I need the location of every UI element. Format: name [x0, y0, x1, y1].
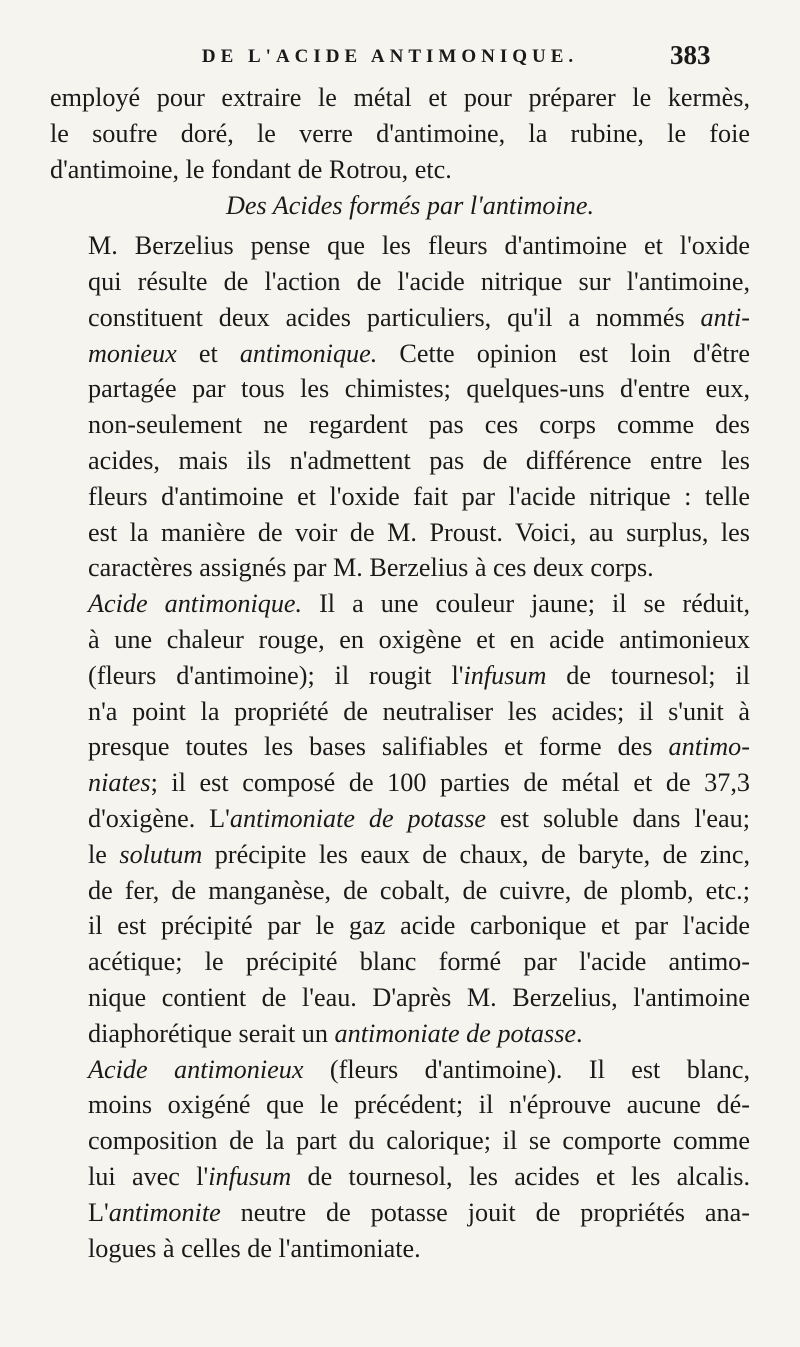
- text-line: est la manière de voir de M. Proust. Voici, au surplus, les: [88, 517, 750, 547]
- text-line: [50, 801, 750, 837]
- italic-term: antimoniate de potasse: [334, 1018, 577, 1048]
- text-line: M. Berzelius pense que les fleurs d'antimoine et l'oxide: [88, 231, 750, 261]
- italic-term: anti-: [700, 302, 750, 332]
- italic-term: antimonique.: [239, 338, 378, 368]
- text-line: [50, 300, 750, 336]
- text-run: Il a une couleur jaune; il se réduit,: [302, 589, 751, 619]
- page-number: 383: [670, 40, 711, 70]
- text-run: lui avec l': [88, 1161, 209, 1191]
- text-run: presque toutes les bases salifiables et forme des: [88, 732, 669, 762]
- text-line: partagée par tous les chimistes; quelques-uns d'entre eux,: [88, 374, 750, 404]
- text-line: fleurs d'antimoine et l'oxide fait par l'acide nitrique : telle: [88, 481, 750, 511]
- text-line: non-seulement ne regardent pas ces corps comme des: [88, 410, 750, 440]
- italic-term: antimo-: [668, 732, 750, 762]
- text-line: acides, mais ils n'admettent pas de différence entre les: [88, 445, 750, 475]
- italic-term: niates: [88, 768, 151, 798]
- text-line: caractères assignés par M. Berzelius à ces deux corps.: [88, 553, 654, 583]
- paragraph-continuation: [50, 80, 750, 187]
- paragraph-berzelius: [50, 228, 750, 586]
- text-line: le soufre doré, le verre d'antimoine, la rubine, le foie: [50, 118, 750, 148]
- italic-term: monieux: [88, 338, 177, 368]
- paragraph-acide-antimonique: [50, 586, 750, 1051]
- text-line: acétique; le précipité blanc formé par l'acide antimo-: [88, 947, 750, 977]
- text-line: logues à celles de l'antimoniate.: [88, 1233, 421, 1263]
- section-heading: Des Acides formés par l'antimoine.: [225, 191, 595, 221]
- italic-term: infusum: [208, 1161, 292, 1191]
- text-run: diaphorétique serait un: [88, 1018, 335, 1048]
- text-run: est soluble dans l'eau;: [486, 803, 750, 833]
- text-run: constituent deux acides particuliers, qu'il a nommés: [88, 302, 701, 332]
- text-line: d'antimoine, le fondant de Rotrou, etc.: [50, 154, 452, 184]
- text-run: et: [176, 338, 240, 368]
- text-run: (fleurs d'antimoine); il rougit l': [88, 660, 464, 690]
- text-line: moins oxigéné que le précédent; il n'éprouve aucune dé-: [88, 1090, 750, 1120]
- text-line: [50, 336, 750, 372]
- text-line: [50, 1195, 750, 1231]
- text-run: Cette opinion est loin d'être: [377, 338, 750, 368]
- text-line: [50, 658, 750, 694]
- paragraph-acide-antimonieux: [50, 1052, 750, 1267]
- text-line: de fer, de manganèse, de cobalt, de cuivre, de plomb, etc.;: [88, 875, 750, 905]
- text-line: à une chaleur rouge, en oxigène et en acide antimonieux: [88, 624, 750, 654]
- italic-term: antimonite: [108, 1197, 221, 1227]
- text-run: L': [88, 1197, 109, 1227]
- text-line: [50, 586, 750, 622]
- text-line: [50, 1159, 750, 1195]
- text-run: de tournesol; il: [546, 660, 750, 690]
- text-line: [50, 729, 750, 765]
- text-line: il est précipité par le gaz acide carbonique et par l'acide: [88, 911, 750, 941]
- italic-term: antimoniate de potasse: [229, 803, 487, 833]
- text-run: précipite les eaux de chaux, de baryte, de zinc,: [202, 839, 750, 869]
- italic-term: Acide antimonieux: [88, 1054, 304, 1084]
- text-line: [50, 765, 750, 801]
- body-text: [50, 80, 750, 1266]
- italic-term: solutum: [119, 839, 203, 869]
- text-line: composition de la part du calorique; il se comporte comme: [88, 1126, 750, 1156]
- running-head: [0, 40, 800, 76]
- text-line: nique contient de l'eau. D'après M. Berzelius, l'antimoine: [88, 982, 750, 1012]
- italic-term: Acide antimonique.: [88, 589, 303, 619]
- text-line: qui résulte de l'action de l'acide nitrique sur l'antimoine,: [88, 266, 750, 296]
- text-run: (fleurs d'antimoine). Il est blanc,: [303, 1054, 750, 1084]
- text-line: [50, 837, 750, 873]
- text-run: .: [576, 1018, 583, 1048]
- text-run: neutre de potasse jouit de propriétés ana-: [220, 1197, 750, 1227]
- text-run: ; il est composé de 100 parties de métal et de 37,3: [150, 768, 750, 798]
- italic-term: infusum: [463, 660, 547, 690]
- text-line: [50, 1016, 750, 1052]
- text-line: employé pour extraire le métal et pour préparer le kermès,: [50, 83, 750, 112]
- text-run: de tournesol, les acides et les alcalis.: [291, 1161, 751, 1191]
- text-run: le: [88, 839, 120, 869]
- running-title: DE L'ACIDE ANTIMONIQUE.: [201, 46, 579, 67]
- text-line: [50, 1052, 750, 1088]
- text-line: n'a point la propriété de neutraliser les acides; il s'unit à: [88, 696, 750, 726]
- text-run: d'oxigène. L': [88, 803, 230, 833]
